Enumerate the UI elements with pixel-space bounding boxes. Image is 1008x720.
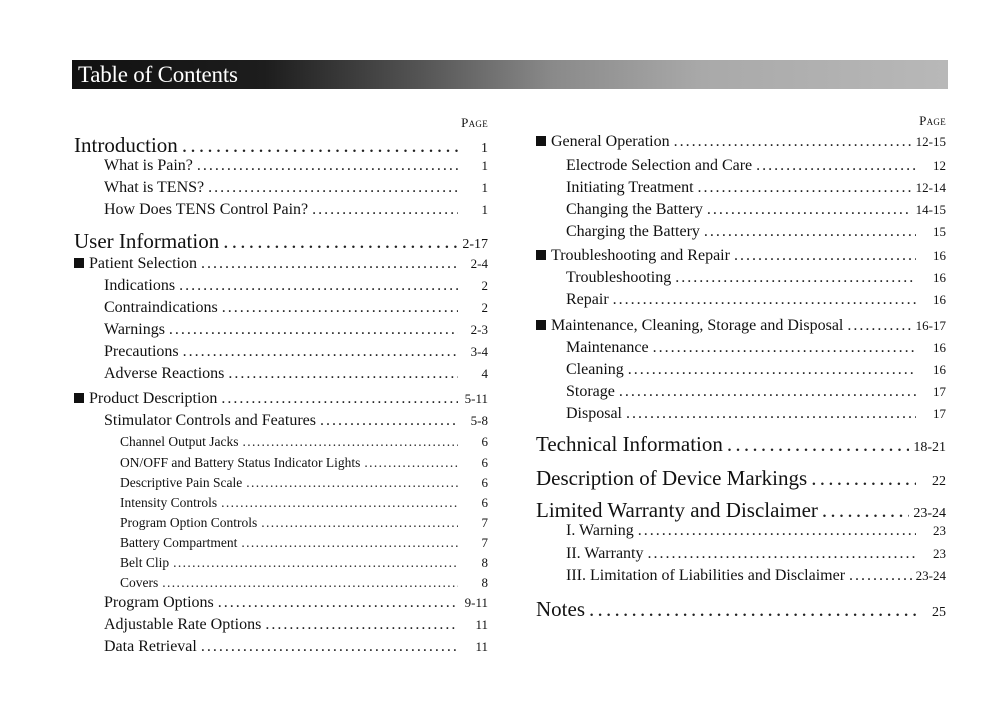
toc-entry-page: 8 — [481, 555, 488, 570]
toc-entry-page: 23-24 — [915, 568, 946, 583]
toc-entry-title: Technical Information — [536, 432, 723, 456]
dot-leader — [811, 466, 916, 491]
square-bullet-icon — [74, 258, 84, 268]
dot-leader — [707, 201, 912, 219]
dot-leader — [822, 498, 909, 523]
toc-entry-page: 16 — [933, 248, 946, 263]
toc-entry — [74, 343, 488, 361]
toc-entry-page: 11 — [475, 639, 488, 654]
toc-entry-title: General Operation — [536, 133, 670, 151]
toc-entry — [536, 383, 946, 401]
toc-entry — [74, 616, 488, 634]
page-column-header: Page — [461, 115, 488, 130]
toc-entry — [536, 269, 946, 287]
toc-entry-title: II. Warranty — [566, 545, 644, 562]
toc-entry — [74, 495, 488, 511]
toc-entry-title: What is TENS? — [104, 179, 205, 196]
toc-entry — [74, 555, 488, 571]
toc-entry — [74, 321, 488, 339]
toc-entry-page: 8 — [481, 575, 488, 590]
toc-entry — [74, 201, 488, 219]
toc-entry — [536, 522, 946, 540]
toc-entry-title: Precautions — [104, 343, 179, 360]
toc-entry-title: Troubleshooting and Repair — [536, 247, 730, 265]
toc-entry — [74, 390, 488, 408]
toc-entry — [74, 412, 488, 430]
toc-entry-title: Indications — [104, 277, 176, 294]
dot-leader — [218, 594, 458, 612]
dot-leader — [223, 229, 458, 254]
toc-entry-page: 18-21 — [913, 440, 946, 455]
toc-entry-title: Adjustable Rate Options — [104, 616, 262, 633]
toc-entry-title: What is Pain? — [104, 157, 193, 174]
dot-leader — [626, 405, 916, 423]
toc-entry-title: Disposal — [566, 405, 622, 422]
toc-entry-title: Introduction — [74, 133, 178, 157]
dot-leader — [727, 432, 909, 457]
toc-entry-page: 4 — [481, 366, 488, 381]
toc-entry-page: 2-17 — [462, 237, 488, 252]
toc-entry-title: Maintenance, Cleaning, Storage and Disposal — [536, 317, 843, 335]
toc-entry — [74, 277, 488, 295]
toc-entry — [536, 291, 946, 309]
toc-entry-title: Contraindications — [104, 299, 218, 316]
toc-title: Table of Contents — [78, 62, 238, 87]
toc-entry-title: III. Limitation of Liabilities and Disclaimer — [566, 567, 846, 584]
toc-entry-title: Changing the Battery — [566, 201, 703, 218]
toc-entry-page: 16 — [933, 292, 946, 307]
toc-entry-title: ON/OFF and Battery Status Indicator Lights — [120, 455, 361, 470]
toc-entry-title: Limited Warranty and Disclaimer — [536, 498, 818, 522]
toc-entry-page: 2 — [481, 278, 488, 293]
toc-entry — [536, 361, 946, 379]
dot-leader — [849, 567, 912, 585]
toc-entry-page: 5-11 — [464, 391, 488, 406]
dot-leader — [756, 157, 916, 175]
toc-entry-title: User Information — [74, 229, 220, 253]
dot-leader — [675, 269, 916, 287]
toc-entry-title: Initiating Treatment — [566, 179, 694, 196]
toc-entry-page: 2-3 — [470, 322, 488, 337]
dot-leader — [638, 522, 916, 540]
dot-leader — [197, 157, 458, 175]
dot-leader — [221, 390, 458, 408]
toc-entry-page: 16 — [933, 362, 946, 377]
square-bullet-icon — [74, 393, 84, 403]
square-bullet-icon — [536, 250, 546, 260]
dot-leader — [183, 343, 458, 361]
toc-entry-title: Troubleshooting — [566, 269, 672, 286]
dot-leader — [265, 616, 458, 634]
dot-leader — [169, 321, 458, 339]
dot-leader — [201, 255, 458, 273]
toc-entry-page: 1 — [481, 180, 488, 195]
toc-entry — [74, 299, 488, 317]
toc-entry-title: Battery Compartment — [120, 535, 238, 550]
toc-entry-page: 1 — [481, 158, 488, 173]
toc-entry-title: Adverse Reactions — [104, 365, 225, 382]
toc-entry — [536, 498, 946, 523]
toc-entry-title: How Does TENS Control Pain? — [104, 201, 309, 218]
toc-entry-page: 22 — [932, 474, 946, 489]
dot-leader — [179, 277, 458, 295]
toc-entry-page: 6 — [481, 475, 488, 490]
toc-entry — [536, 201, 946, 219]
toc-entry-title: Covers — [120, 575, 159, 590]
toc-entry — [74, 594, 488, 612]
dot-leader — [162, 575, 458, 591]
toc-entry-page: 23 — [933, 523, 946, 538]
toc-entry — [536, 317, 946, 335]
toc-entry-page: 17 — [933, 406, 946, 421]
toc-entry-page: 17 — [933, 384, 946, 399]
dot-leader — [173, 555, 458, 571]
toc-entry — [74, 638, 488, 656]
toc-entry — [536, 157, 946, 175]
dot-leader — [619, 383, 916, 401]
toc-entry-page: 16 — [933, 340, 946, 355]
dot-leader — [628, 361, 916, 379]
toc-entry-page: 5-8 — [470, 413, 488, 428]
toc-entry-page: 12-15 — [915, 134, 946, 149]
toc-entry — [536, 133, 946, 151]
toc-entry-page: 6 — [481, 434, 488, 449]
toc-entry-page: 14-15 — [915, 202, 946, 217]
toc-entry-title: Program Options — [104, 594, 214, 611]
toc-entry — [74, 365, 488, 383]
toc-entry — [74, 434, 488, 450]
toc-entry-title: Descriptive Pain Scale — [120, 475, 243, 490]
dot-leader — [648, 545, 917, 563]
toc-entry-title: Intensity Controls — [120, 495, 218, 510]
toc-entry — [536, 339, 946, 357]
toc-entry — [74, 157, 488, 175]
toc-entry-title: Electrode Selection and Care — [566, 157, 753, 174]
toc-entry-title: I. Warning — [566, 522, 634, 539]
toc-entry — [536, 545, 946, 563]
toc-entry — [74, 255, 488, 273]
dot-leader — [182, 133, 458, 158]
toc-entry — [74, 229, 488, 254]
toc-entry-title: Channel Output Jacks — [120, 434, 239, 449]
square-bullet-icon — [536, 320, 546, 330]
dot-leader — [613, 291, 916, 309]
toc-entry-page: 16-17 — [915, 318, 946, 333]
dot-leader — [698, 179, 912, 197]
dot-leader — [320, 412, 458, 430]
toc-entry-title: Cleaning — [566, 361, 624, 378]
toc-entry-page: 23 — [933, 546, 946, 561]
toc-entry-page: 6 — [481, 495, 488, 510]
toc-entry-title: Description of Device Markings — [536, 466, 808, 490]
toc-entry-title: Product Description — [74, 390, 217, 408]
toc-entry-page: 23-24 — [913, 506, 946, 521]
dot-leader — [222, 299, 458, 317]
square-bullet-icon — [536, 136, 546, 146]
toc-entry-page: 15 — [933, 224, 946, 239]
toc-entry — [536, 597, 946, 622]
toc-entry — [74, 575, 488, 591]
toc-entry — [536, 247, 946, 265]
toc-entry-page: 7 — [481, 515, 488, 530]
toc-entry — [74, 133, 488, 158]
dot-leader — [208, 179, 458, 197]
toc-entry-title: Repair — [566, 291, 609, 308]
toc-entry-title: Belt Clip — [120, 555, 170, 570]
toc-entry-page: 2-4 — [470, 256, 488, 271]
toc-entry — [74, 535, 488, 551]
toc-entry-title: Patient Selection — [74, 255, 197, 273]
toc-entry-page: 7 — [481, 535, 488, 550]
toc-entry-title: Data Retrieval — [104, 638, 197, 655]
toc-entry-page: 6 — [481, 455, 488, 470]
dot-leader — [221, 495, 458, 511]
dot-leader — [704, 223, 916, 241]
toc-entry-page: 11 — [475, 617, 488, 632]
toc-banner — [72, 60, 948, 89]
toc-entry — [536, 405, 946, 423]
dot-leader — [734, 247, 916, 265]
dot-leader — [241, 535, 458, 551]
toc-entry-page: 3-4 — [470, 344, 488, 359]
toc-entry — [536, 466, 946, 491]
toc-entry-page: 1 — [481, 141, 488, 156]
dot-leader — [242, 434, 458, 450]
toc-entry-title: Notes — [536, 597, 585, 621]
toc-entry — [74, 455, 488, 471]
toc-entry — [536, 567, 946, 585]
dot-leader — [246, 475, 458, 491]
dot-leader — [312, 201, 458, 219]
toc-entry — [74, 179, 488, 197]
dot-leader — [364, 455, 458, 471]
toc-entry-page: 9-11 — [464, 595, 488, 610]
toc-entry-page: 1 — [481, 202, 488, 217]
toc-entry — [74, 515, 488, 531]
toc-entry-page: 25 — [932, 605, 946, 620]
dot-leader — [847, 317, 911, 335]
toc-entry-page: 12-14 — [915, 180, 946, 195]
toc-entry-title: Charging the Battery — [566, 223, 700, 240]
toc-entry-title: Maintenance — [566, 339, 649, 356]
dot-leader — [261, 515, 458, 531]
dot-leader — [589, 597, 916, 622]
toc-entry-title: Storage — [566, 383, 615, 400]
toc-entry — [536, 223, 946, 241]
toc-entry-page: 16 — [933, 270, 946, 285]
toc-entry-title: Program Option Controls — [120, 515, 258, 530]
toc-entry-page: 2 — [481, 300, 488, 315]
toc-entry-title: Stimulator Controls and Features — [104, 412, 316, 429]
page-column-header: Page — [919, 113, 946, 128]
toc-entry-page: 12 — [933, 158, 946, 173]
dot-leader — [653, 339, 916, 357]
dot-leader — [228, 365, 458, 383]
dot-leader — [201, 638, 458, 656]
dot-leader — [674, 133, 912, 151]
toc-entry-title: Warnings — [104, 321, 165, 338]
toc-entry — [74, 475, 488, 491]
toc-entry — [536, 179, 946, 197]
toc-entry — [536, 432, 946, 457]
